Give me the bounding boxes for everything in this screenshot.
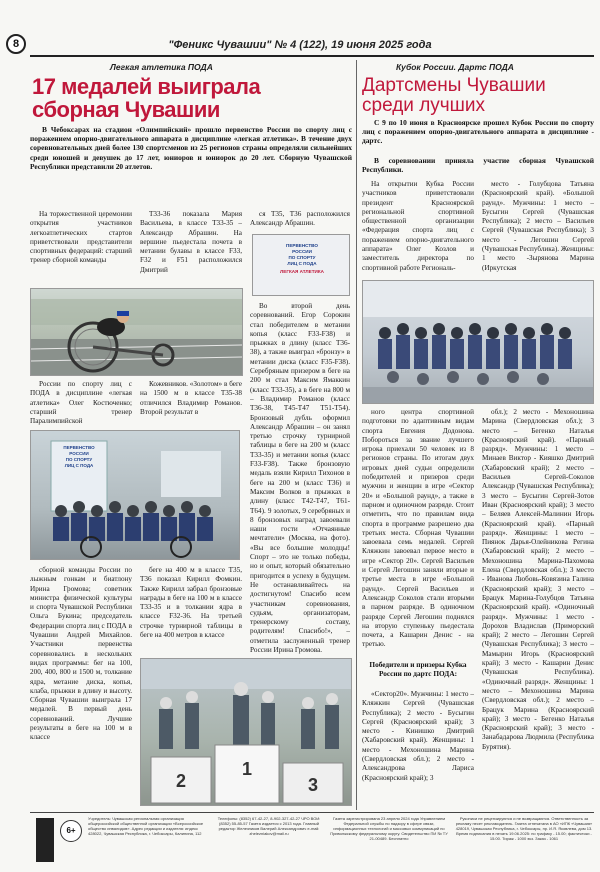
qr-code xyxy=(36,818,54,862)
right-col2-top: место - Голубцова Татьяна (Красноярский край). «Большой раунд». Мужчины: 1 место – Бусыгин Сергей (Чувашская Республика); 2 место – Васильев Сергей (Чувашская Республика); 3 место - Легошин Сергей (Чувашская Республика). Женщины: 1 место -Зырянова Марина (Иркутская xyxy=(482,180,594,272)
left-col3-main: Во второй день соревнований. Егор Сорокин стал победителем в метании копья (класс F33-F38) и прыжках в длину (класс Т36-38), а также выиграл «бронзу» в метании диска (класс F35-F38). Серебряным призером в беге на 200 м стал Максим Ямаккин (класс Т33-35), а в беге на 800 м – Владимир Романов (класс Т36-38, Т45-Т47 Т51-Т54). Бронзовый дубль оформил Александр Абрашин – он занял третью строчку турнирной таблицы в беге на 200 м (класс Т33-35) и метании копья (класс F33-F38). Также бронзовую медаль взяли Кирилл Тихонов в беге на 200 м (класс Т36) и Максим Волков в прыжках в длину (класс Т42-Т47, Т61-Т64). 9 золотых, 9 серебряных и 8 бронзовых наград завоевали наши гости «Отчаянные мечтатели» (Москва, на фото). «Вы все большие молодцы! Спорт – это не только победы, но и опыт, который обязательно пригодится в успеху в будущем. Не останавливайтесь на достигнутом! Спасибо всем участникам соревнования, судьям, организаторам, тренерскому составу, родителям! Спасибо!», – отметила заслуженный тренер России Ирина Громова. xyxy=(250,302,350,654)
banner-line1: ПЕРВЕНСТВО xyxy=(63,445,95,450)
championship-line2: РОССИИ xyxy=(292,249,312,254)
header-rule xyxy=(30,55,594,57)
banner-line3: ПО СПОРТУ xyxy=(65,457,93,462)
banner-line4: ЛИЦ С ПОДА xyxy=(64,463,94,468)
left-lead: В Чебоксарах на стадион «Олимпийский» прошло первенство России по спорту лиц с поражением опорно-двигательного аппарата в дисциплине «легкая атлетика». В течение двух соревновательных дней более 130 спортсменов из 25 регионов страны определяли сильнейших среди юношей и девушек до 17 лет, юниоров и юниорок до 20 лет. Сборную Чувашской Республики представили 20 атлетов. xyxy=(30,125,352,171)
podium-third-place: 3 xyxy=(307,775,318,795)
footer-founder: Учредитель: Чувашская региональная организация общероссийской общественной организации «Всероссийское общество инвалидов». Адрес редакции и издателя: индекс 428022, Чувашская Республика, г. Чебоксары, Калинина, 112 xyxy=(88,816,204,836)
article-divider xyxy=(356,60,357,810)
issue-line: "Феникс Чувашии" № 4 (122), 19 июня 2025 года xyxy=(168,39,432,51)
podium-first-place: 1 xyxy=(241,759,252,779)
left-col2-top: Т33-36 показала Мария Васильева, в классе Т33-35 – Александр Абрашин. На вершине пьедестала почета в метании булавы в классе F33, F32 и F51 расположился Дмитрий xyxy=(140,210,242,274)
championship-banner-text xyxy=(259,243,345,275)
left-col1-mid: России по спорту лиц с ПОДА в дисциплине «легкая атлетика» Олег Костюченко; старший тренер Паралимпийской xyxy=(30,380,132,426)
championship-line1: ПЕРВЕНСТВО xyxy=(286,243,318,248)
left-section-label: Легкая атлетика ПОДА xyxy=(110,62,213,72)
footer-print-info: Рукописи не рецензируются и не возвращаются. Ответственность за рекламу несет рекламодатель. Газета отпечатана в АО «ИПК «Чувашия» 428019, Чувашская Республика, г. Чебоксары, пр. И.Я. Яковлева, дом 13. Время подписания в печать 19.06.2025: по графику - 15.00; фактически - 15.00. Тираж - 1000 экз. Заказ - 1061 xyxy=(455,816,593,841)
photo-darts-team xyxy=(362,280,594,404)
left-col1-top: На торжественной церемонии открытия участников легкоатлетических стартов приветствовали представители спортивных федераций: старший тренер сборной команды xyxy=(30,210,132,265)
winners-heading: Победители и призеры Кубка России по дартс ПОДА: xyxy=(369,660,467,679)
left-col2-mid: Кожевников. «Золотом» в беге на 1500 м в классе Т35-38 отличился Владимир Романов. Второй результат в xyxy=(140,380,242,416)
photo-team-group xyxy=(30,430,240,560)
right-headline-line2: среди лучших xyxy=(362,95,486,116)
banner-line2: РОССИИ xyxy=(69,451,89,456)
right-col1-winners: «Сектор20». Мужчины: 1 место – Кляжкин Сергей (Чувашская Республика); 2 место - Бусыгин Сергей (Красноярский край); 3 место - Кинишко Дмитрий (Хабаровский край). Женщины: 1 место - Мехоношина Марина (Свердловская обл.); 2 место - Александрова Лариса (Красноярский край); 3 xyxy=(362,690,474,782)
championship-line4: ЛИЦ С ПОДА xyxy=(287,261,317,266)
right-col1-bottom: ного центра спортивной подготовки по адаптивным видам спорта Евгения Додонова. Побороться за звание лучшего игрока приехали 50 человек из 8 регионов страны. По итогам двух игровых дней судьи определили победителей и призеров среди мужчин и женщин в игре «Сектор 20» и «Большой раунд», а также в парном и одиночном разряде. Стоит отметить, что по правилам вида спорта в программе разрешено два третьих места. Сборная Чувашии завоевала семь медалей. Сергей Кляжкин завоевал первое место в игре «Сектор 20». Сергей Васильев и Сергей Легошин заняли вторые и третье места в игре «Большой раунд». Сергей Васильев и Александр Соколов стали вторыми в парном разряде. В одиночном разряде Сергей Легошин поднялся на вторую ступеньку пьедестала почета, а Кашарин Денис - на третью. xyxy=(362,408,474,649)
footer-phones: Телефоны: (8352) 67-42-27, 8-902-327-42-27 ЧРО ВОИ: (8352) 55-85-57 Газета издается с 2013 года. Главный редактор Железников Валерий Александрович e-mail: zhelezniakov@mail.ru xyxy=(217,816,321,836)
right-lead-1: С 9 по 10 июня в Красноярске прошел Кубок России по спорту лиц с поражением опорно-двигательного аппарата в дисциплине - дартс. xyxy=(362,118,594,146)
championship-line3: ПО СПОРТУ xyxy=(288,255,316,260)
wheelchair-racer-illustration xyxy=(31,289,243,376)
photo-podium xyxy=(140,658,352,806)
darts-team-illustration xyxy=(363,281,594,404)
age-rating-badge: 6+ xyxy=(60,820,82,842)
right-headline-line1: Дартсмены Чувашии xyxy=(362,75,546,96)
left-col3-top: ся Т35, Т36 расположился Александр Абрашин. xyxy=(250,210,350,228)
left-headline-line2: сборная Чувашии xyxy=(32,97,220,122)
left-headline-line1: 17 медалей выиграла xyxy=(32,74,261,99)
photo-championship-banner xyxy=(252,234,350,296)
footer-registration: Газета зарегистрирована 23 апреля 2024 года Управлением Федеральной службы по надзору в сфере связи, информационных технологий и массовых коммуникаций по Приволжскому федеральному округу. Свидетельство ПИ № ТУ 21-00489. Бесплатно xyxy=(330,816,448,841)
left-col1-bottom: сборной команды России по лыжным гонкам и биатлону Ирина Громова; советник министра физической культуры и спорта Чувашской Республики Ольга Букина; председатель Федерации спорта лиц с ПОДА в Чувашии Андрей Михайлов. Участники первенства соревновались в нескольких видах программы: бег на 100, 200, 400, 800 и 1500 м, толкание ядра, метание диска, копья, клаба, прыжки в длину и высоту. Сборная Чувашии выиграла 17 медалей. В первый день соревнований. Лучшие результаты в беге на 100 м в классе xyxy=(30,566,132,742)
photo-wheelchair-racer xyxy=(30,288,243,376)
right-section-label: Кубок России. Дартс ПОДА xyxy=(396,62,514,72)
footer-rule xyxy=(30,812,594,813)
right-lead-2: В соревновании приняла участие сборная Чувашской Республики. xyxy=(362,156,594,175)
right-col1-top: На открытии Кубка России участников приветствовали президент Красноярской региональной спортивной общественной организации «Федерация спорта лиц с поражением опорно-двигательного аппарата» Олег Козлов и заместитель директора по спортивной работе Региональ- xyxy=(362,180,474,272)
team-photo-banner xyxy=(53,445,105,469)
right-col2-bottom: обл.); 2 место - Мехоношина Марина (Свердловская обл.); 3 место – Бегенко Наталья (Красноярский край). «Парный разряд». Мужчины: 1 место – Минаев Виктор - Кияшко Дмитрий (Хабаровский край); 2 место – Васильев Сергей-Соколов Александр (Чувашская Республика); 3 место – Бусыгин Сергей-Зотов Иван (Красноярский край); 3 место – Беляев Алексей-Малинин Игорь (Красноярский край). «Парный разряд». Женщины: 1 место – Пиянок Дарья-Олейникова Регина (Хабаровский край); 2 место – Мехоношина Марина-Пахомова Елена (Свердловская обл.); 3 место - Иванова Любовь-Ковязина Галина (Красноярский край); 3 место – Брацук Марина-Голубцов Татьяна (Красноярский край). «Одиночный разряд». Мужчины: 1 место - Дорохов Владислав (Приморский край); 2 место – Легошин Сергей (Чувашская Республика); 3 место – Мамырин Игорь (Красноярский край); 3 место - Кашарин Денис (Чувашская Республика). «Одиночный разряд». Женщины: 1 место – Мехоношина Марина (Свердловская обл.); 2 место – Брацук Марина (Красноярский край); 3 место - Бегенко Наталья (Красноярский край); 3 место - Занабадарова Людмила (Республика Бурятия). xyxy=(482,408,594,751)
championship-line5: ЛЕГКАЯ АТЛЕТИКА xyxy=(280,269,324,274)
page-number: 8 xyxy=(6,34,26,54)
podium-second-place: 2 xyxy=(175,771,186,791)
left-col2-bottom: беге на 400 м в классе Т35, Т36 показал Кирилл Фомкин. Также Кирилл забрал бронзовые награды в беге на 100 м в классе Т33-35 и в толкании ядра в классе F32-36. На третьей строчке турнирной таблицы в беге на 400 метров в классе xyxy=(140,566,242,640)
